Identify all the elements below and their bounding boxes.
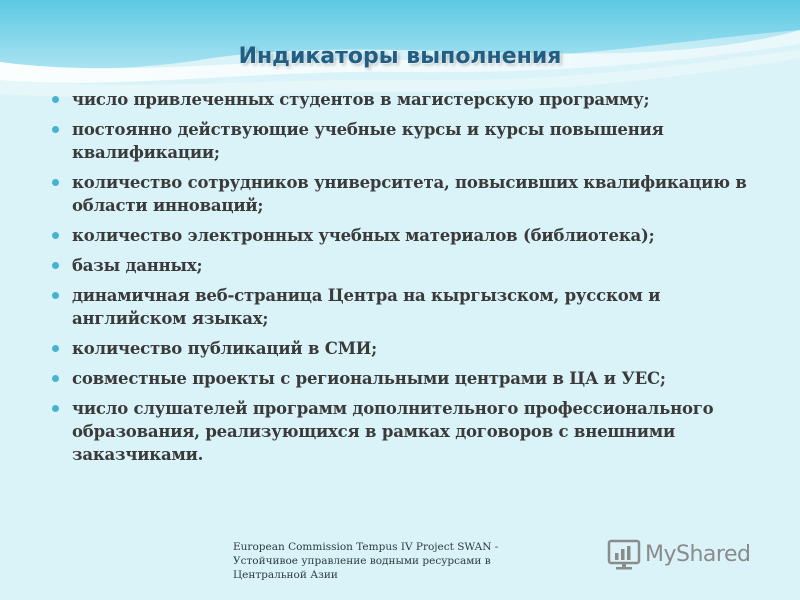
list-item <box>52 171 752 217</box>
list-item <box>52 224 752 247</box>
list-item-text: совместные проекты с региональными центрами в ЦА и УЕС; <box>72 369 666 388</box>
list-item <box>52 118 752 164</box>
bullet-dot-icon <box>52 292 59 299</box>
bullet-dot-icon <box>52 375 59 382</box>
list-item-text: число привлеченных студентов в магистерскую программу; <box>72 90 650 109</box>
logo-text: MyShared <box>645 541 751 567</box>
list-item-text: количество электронных учебных материалов (библиотека); <box>72 226 655 245</box>
bullet-dot-icon <box>52 126 59 133</box>
myshared-logo-icon <box>607 537 641 571</box>
footer-caption <box>233 540 533 582</box>
bullet-dot-icon <box>52 179 59 186</box>
list-item <box>52 397 752 466</box>
bullet-dot-icon <box>52 345 59 352</box>
slide-title: Индикаторы выполнения <box>238 44 562 69</box>
footer-line: Устойчивое управление водными ресурсами в <box>233 555 491 567</box>
list-item <box>52 337 752 360</box>
list-item <box>52 284 752 330</box>
footer-line: European Commission Tempus IV Project SWAN - <box>233 541 499 553</box>
bullet-dot-icon <box>52 232 59 239</box>
bullet-dot-icon <box>52 262 59 269</box>
myshared-logo[interactable] <box>607 537 767 571</box>
indicator-list <box>52 88 752 473</box>
list-item-text: количество сотрудников университета, повысивших квалификацию в области инноваций; <box>72 173 747 215</box>
list-item-text: число слушателей программ дополнительного профессионального образования, реализующихся в рамках договоров с внешними заказчиками. <box>72 399 714 464</box>
list-item <box>52 367 752 390</box>
list-item-text: базы данных; <box>72 256 203 275</box>
list-item-text: постоянно действующие учебные курсы и курсы повышения квалификации; <box>72 120 664 162</box>
list-item <box>52 88 752 111</box>
bullet-dot-icon <box>52 405 59 412</box>
list-item-text: динамичная веб-страница Центра на кыргызском, русском и английском языках; <box>72 286 661 328</box>
footer-line: Центральной Азии <box>233 569 338 581</box>
list-item <box>52 254 752 277</box>
bullet-dot-icon <box>52 96 59 103</box>
list-item-text: количество публикаций в СМИ; <box>72 339 378 358</box>
